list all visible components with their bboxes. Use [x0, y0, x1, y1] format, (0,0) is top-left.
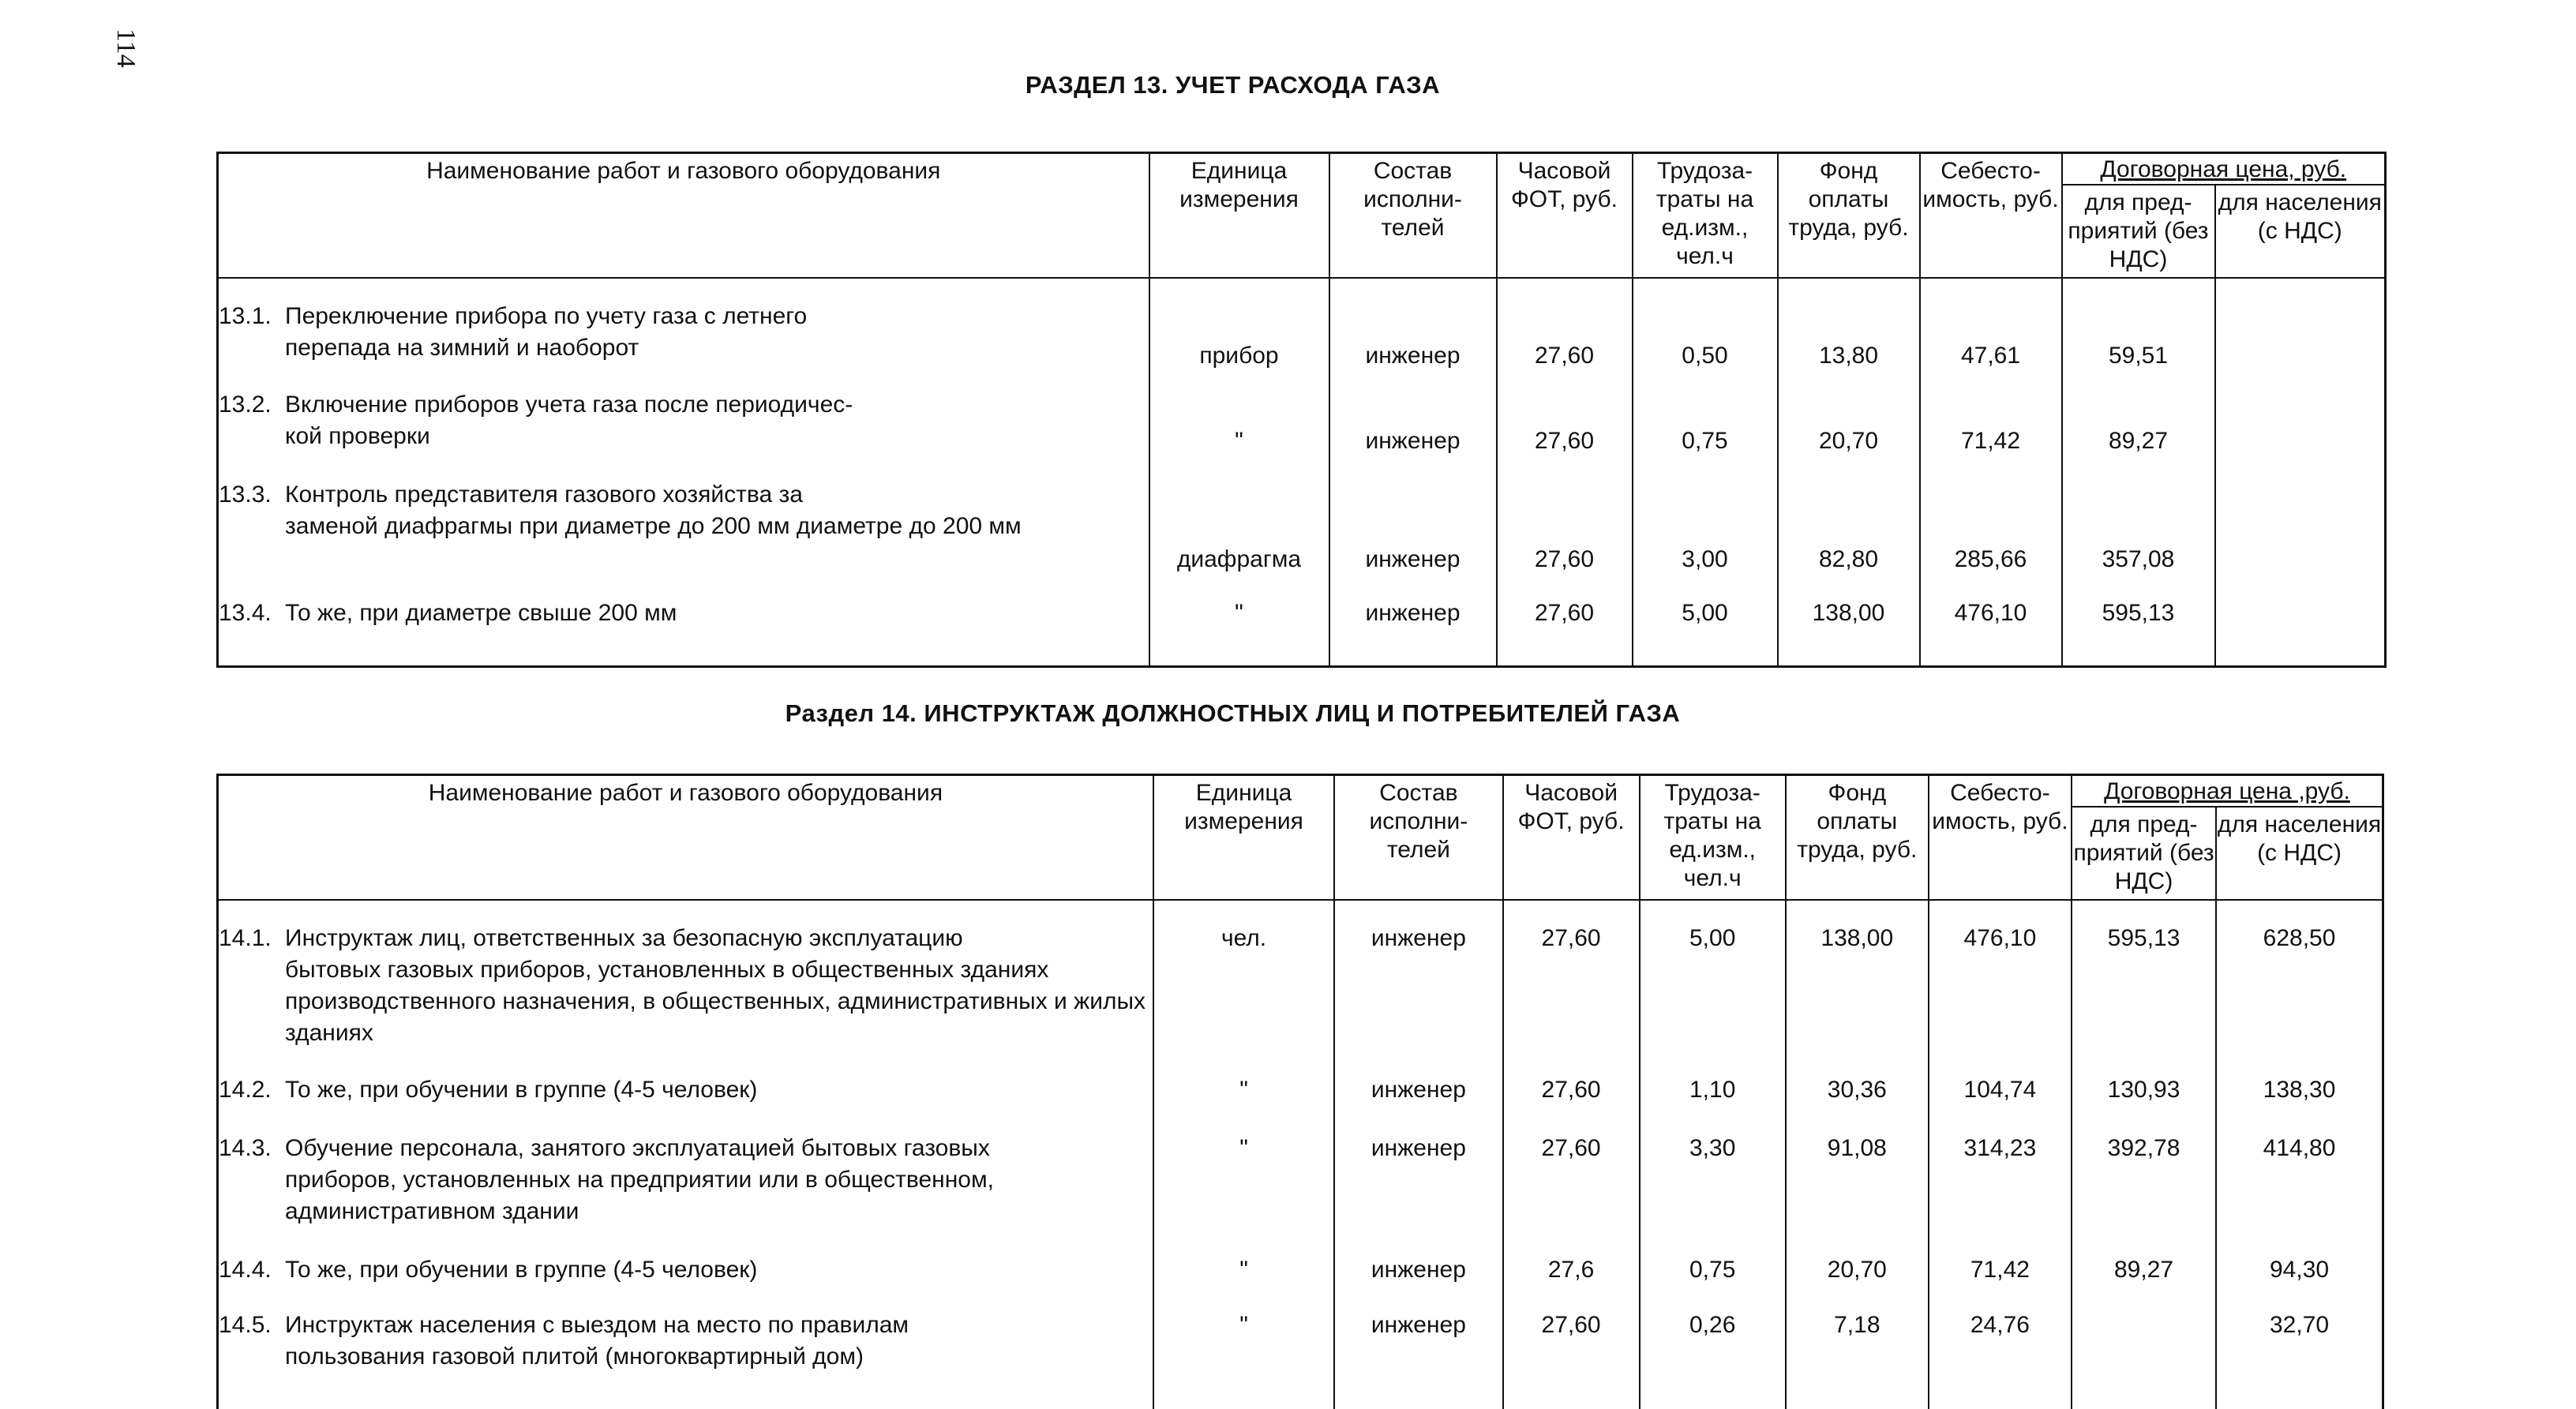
cell-price-population	[2215, 389, 2386, 479]
cell-price-enterprise: 595,13	[2072, 923, 2216, 1074]
cell-fund: 20,70	[1778, 389, 1920, 479]
row-number: 14.5.	[219, 1312, 272, 1338]
row-title: Включение приборов учета газа после периодичес-	[285, 392, 853, 418]
cell-labor: 5,00	[1640, 923, 1786, 1074]
cell-staff: инженер	[1329, 598, 1497, 667]
cell-fund: 91,08	[1786, 1133, 1929, 1254]
section-14-table	[216, 774, 2384, 1409]
cell-unit: "	[1149, 389, 1329, 479]
header-unit: Единица измерения	[1153, 775, 1334, 901]
cell-staff: инженер	[1329, 479, 1497, 598]
cell-cost: 476,10	[1920, 598, 2062, 667]
row-title-cont: заменой диафрагмы при диаметре до 200 мм диаметре до 200 мм	[285, 513, 1022, 539]
section-14-title: Раздел 14. ИНСТРУКТАЖ ДОЛЖНОСТНЫХ ЛИЦ И ПОТРЕБИТЕЛЕЙ ГАЗА	[785, 699, 1681, 727]
cell-labor: 5,00	[1633, 598, 1778, 667]
cell-cost: 104,74	[1929, 1074, 2072, 1133]
header-price: Договорная цена, руб.	[2062, 153, 2386, 185]
row-number: 14.4.	[219, 1257, 272, 1283]
cell-price-population: 138,30	[2216, 1074, 2383, 1133]
cell-price-enterprise	[2072, 1310, 2216, 1409]
cell-fund: 138,00	[1778, 598, 1920, 667]
header-price-enterprise: для пред- приятий (без НДС)	[2072, 807, 2216, 900]
cell-cost: 47,61	[1920, 301, 2062, 389]
header-name: Наименование работ и газового оборудования	[218, 775, 1153, 901]
header-name: Наименование работ и газового оборудования	[218, 153, 1149, 279]
cell-hourly: 27,60	[1503, 923, 1640, 1074]
cell-staff: инженер	[1334, 923, 1502, 1074]
table-row	[218, 1074, 2383, 1133]
header-price-population: для населения (с НДС)	[2215, 185, 2386, 278]
header-labor: Трудоза- траты на ед.изм., чел.ч	[1640, 775, 1786, 901]
table-row	[218, 479, 2386, 598]
cell-hourly: 27,6	[1503, 1254, 1640, 1310]
cell-price-population: 32,70	[2216, 1310, 2383, 1409]
cell-labor: 0,75	[1640, 1254, 1786, 1310]
cell-fund: 82,80	[1778, 479, 1920, 598]
cell-price-enterprise: 89,27	[2072, 1254, 2216, 1310]
cell-staff: инженер	[1329, 389, 1497, 479]
table-row	[218, 923, 2383, 1074]
cell-cost: 476,10	[1929, 923, 2072, 1074]
cell-labor: 0,26	[1640, 1310, 1786, 1409]
row-number: 13.2.	[219, 392, 272, 418]
cell-price-enterprise: 59,51	[2062, 301, 2215, 389]
cell-hourly: 27,60	[1503, 1310, 1640, 1409]
row-title-cont: пользования газовой плитой (многоквартирный дом)	[285, 1343, 864, 1370]
cell-staff: инженер	[1329, 301, 1497, 389]
cell-hourly: 27,60	[1503, 1074, 1640, 1133]
row-title: То же, при диаметре свыше 200 мм	[285, 600, 677, 626]
cell-price-enterprise: 89,27	[2062, 389, 2215, 479]
cell-fund: 30,36	[1786, 1074, 1929, 1133]
row-title-cont: бытовых газовых приборов, установленных в общественных зданиях производственного назначения, в общественных, административных и жилых зданиях	[285, 957, 1146, 1046]
cell-price-population	[2215, 598, 2386, 667]
cell-unit: "	[1153, 1254, 1334, 1310]
header-price-enterprise: для пред- приятий (без НДС)	[2062, 185, 2215, 278]
row-title-cont: перепада на зимний и наоборот	[285, 335, 639, 361]
cell-labor: 0,75	[1633, 389, 1778, 479]
row-number: 13.1.	[219, 303, 272, 329]
section-13-title: РАЗДЕЛ 13. УЧЕТ РАСХОДА ГАЗА	[1025, 71, 1441, 99]
row-number: 14.2.	[219, 1077, 272, 1103]
cell-staff: инженер	[1334, 1133, 1502, 1254]
cell-labor: 0,50	[1633, 301, 1778, 389]
header-cost: Себесто- имость, руб.	[1929, 775, 2072, 901]
cell-labor: 1,10	[1640, 1074, 1786, 1133]
cell-fund: 20,70	[1786, 1254, 1929, 1310]
cell-cost: 71,42	[1920, 389, 2062, 479]
cell-price-population: 94,30	[2216, 1254, 2383, 1310]
row-title: Обучение персонала, занятого эксплуатацией бытовых газовых	[285, 1135, 990, 1161]
cell-unit: "	[1153, 1310, 1334, 1409]
cell-unit: прибор	[1149, 301, 1329, 389]
cell-price-enterprise: 392,78	[2072, 1133, 2216, 1254]
header-fund: Фонд оплаты труда, руб.	[1778, 153, 1920, 279]
cell-hourly: 27,60	[1497, 389, 1633, 479]
cell-unit: "	[1153, 1074, 1334, 1133]
cell-labor: 3,30	[1640, 1133, 1786, 1254]
table-row	[218, 1310, 2383, 1409]
cell-price-population: 628,50	[2216, 923, 2383, 1074]
page-number: 114	[111, 28, 141, 68]
header-fund: Фонд оплаты труда, руб.	[1786, 775, 1929, 901]
row-title: Переключение прибора по учету газа с летнего	[285, 303, 808, 329]
header-hourly: Часовой ФОТ, руб.	[1497, 153, 1633, 279]
cell-labor: 3,00	[1633, 479, 1778, 598]
table-row	[218, 1133, 2383, 1254]
row-title: Инструктаж лиц, ответственных за безопасную эксплуатацию	[285, 925, 963, 951]
cell-staff: инженер	[1334, 1310, 1502, 1409]
header-unit: Единица измерения	[1149, 153, 1329, 279]
cell-hourly: 27,60	[1503, 1133, 1640, 1254]
cell-hourly: 27,60	[1497, 598, 1633, 667]
row-number: 13.3.	[219, 482, 272, 508]
cell-price-population	[2215, 479, 2386, 598]
cell-cost: 24,76	[1929, 1310, 2072, 1409]
cell-unit: "	[1153, 1133, 1334, 1254]
header-staff: Состав исполни- телей	[1329, 153, 1497, 279]
header-price: Договорная цена ,руб.	[2072, 775, 2383, 808]
table-row	[218, 1254, 2383, 1310]
cell-unit: "	[1149, 598, 1329, 667]
cell-unit: чел.	[1153, 923, 1334, 1074]
cell-fund: 13,80	[1778, 301, 1920, 389]
row-title-cont: приборов, установленных на предприятии или в общественном, административном здании	[285, 1167, 994, 1224]
row-title: Инструктаж населения с выездом на место по правилам	[285, 1312, 909, 1338]
cell-fund: 7,18	[1786, 1310, 1929, 1409]
cell-staff: инженер	[1334, 1254, 1502, 1310]
row-number: 13.4.	[219, 600, 272, 626]
section-13-table	[216, 152, 2387, 668]
row-title: То же, при обучении в группе (4-5 человек)	[285, 1257, 758, 1283]
cell-hourly: 27,60	[1497, 301, 1633, 389]
cell-staff: инженер	[1334, 1074, 1502, 1133]
header-cost: Себесто- имость, руб.	[1920, 153, 2062, 279]
table-row	[218, 389, 2386, 479]
header-staff: Состав исполни- телей	[1334, 775, 1502, 901]
table-row	[218, 598, 2386, 667]
row-title-cont: кой проверки	[285, 423, 430, 449]
header-labor: Трудоза- траты на ед.изм., чел.ч	[1633, 153, 1778, 279]
cell-price-enterprise: 595,13	[2062, 598, 2215, 667]
cell-unit: диафрагма	[1149, 479, 1329, 598]
cell-price-enterprise: 130,93	[2072, 1074, 2216, 1133]
row-title: Контроль представителя газового хозяйства за	[285, 482, 803, 508]
table-row	[218, 301, 2386, 389]
cell-cost: 71,42	[1929, 1254, 2072, 1310]
row-number: 14.1.	[219, 925, 272, 951]
header-hourly: Часовой ФОТ, руб.	[1503, 775, 1640, 901]
cell-fund: 138,00	[1786, 923, 1929, 1074]
row-title: То же, при обучении в группе (4-5 человек)	[285, 1077, 758, 1103]
cell-price-population: 414,80	[2216, 1133, 2383, 1254]
cell-cost: 285,66	[1920, 479, 2062, 598]
cell-price-enterprise: 357,08	[2062, 479, 2215, 598]
cell-hourly: 27,60	[1497, 479, 1633, 598]
cell-price-population	[2215, 301, 2386, 389]
cell-cost: 314,23	[1929, 1133, 2072, 1254]
header-price-population: для населения (с НДС)	[2216, 807, 2383, 900]
row-number: 14.3.	[219, 1135, 272, 1161]
